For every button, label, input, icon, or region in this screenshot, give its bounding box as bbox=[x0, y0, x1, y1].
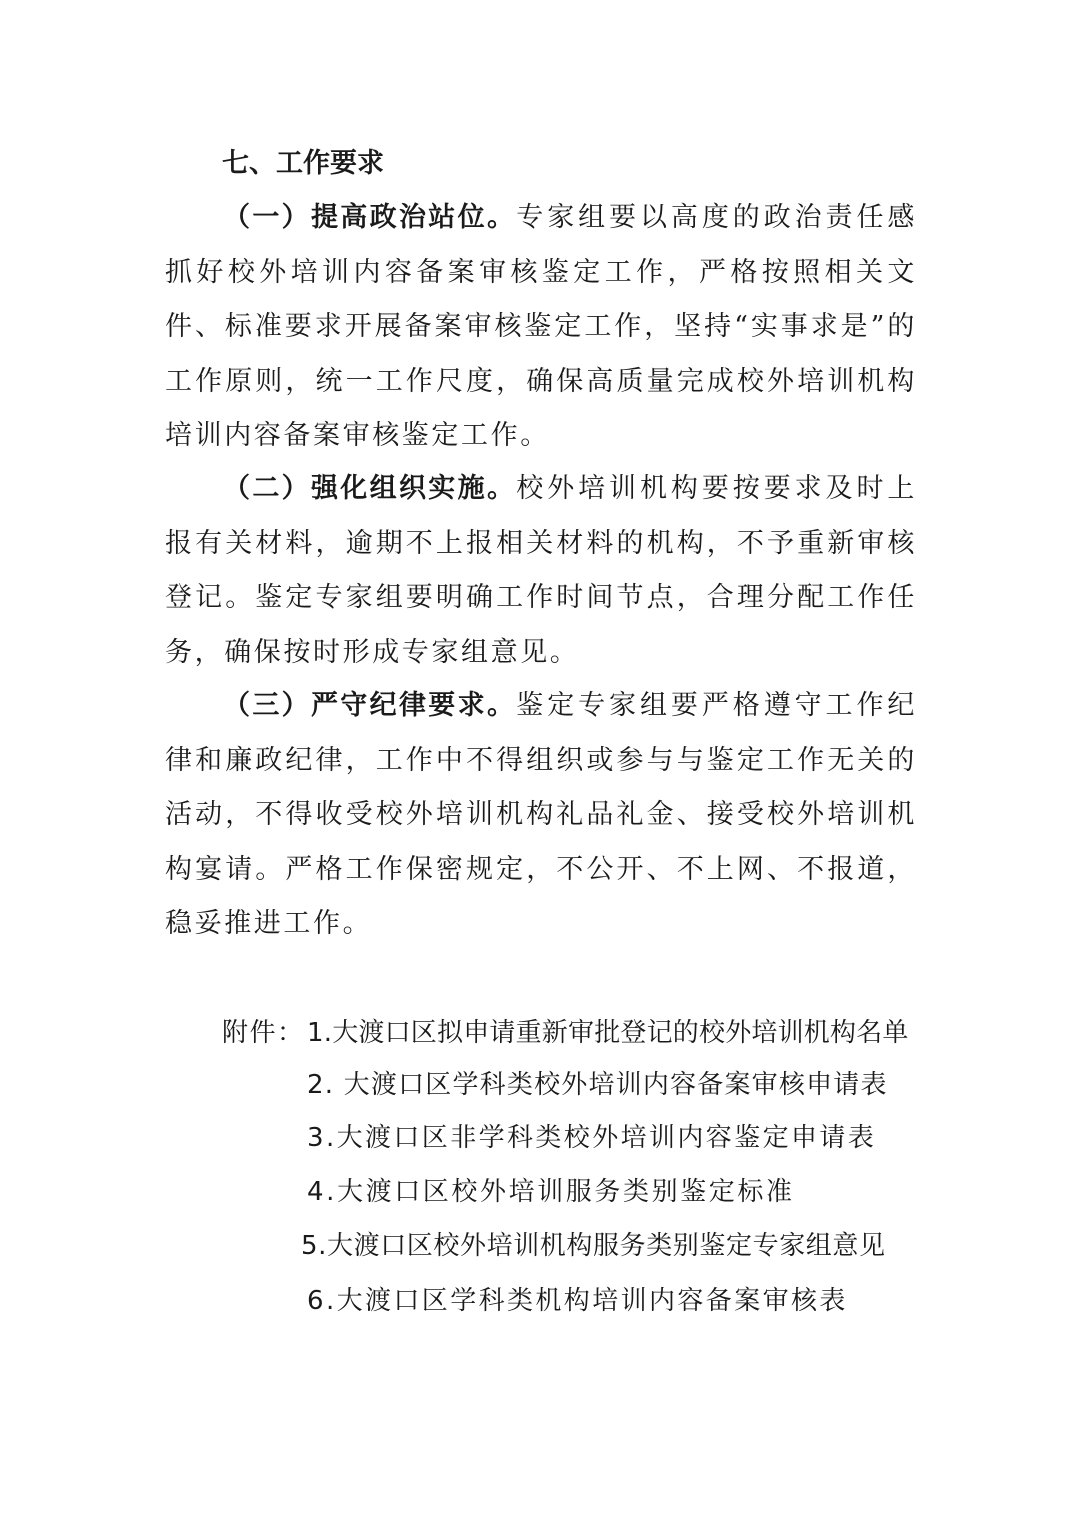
section-heading: 七、工作要求 bbox=[222, 148, 384, 179]
paragraph-body: 校外培训机构要按要求及时上报有关材料，逾期不上报相关材料的机构，不予重新审核登记。鉴定专家组要明确工作时间节点，合理分配工作任务，确保按时形成专家组意见。 bbox=[165, 473, 918, 668]
paragraph-lead: （一）提高政治站位。 bbox=[223, 202, 517, 233]
paragraph-lead: （二）强化组织实施。 bbox=[223, 473, 517, 504]
paragraph-lead: （三）严守纪律要求。 bbox=[223, 690, 517, 721]
attachment-item: 1.大渡口区拟申请重新审批登记的校外培训机构名单 bbox=[307, 1018, 909, 1048]
attachments-label: 附件： bbox=[222, 1018, 305, 1048]
paragraph-body: 专家组要以高度的政治责任感抓好校外培训内容备案审核鉴定工作，严格按照相关文件、标准要求开展备案审核鉴定工作，坚持“实事求是”的工作原则，统一工作尺度，确保高质量完成校外培训机构培训内容备案审核鉴定工作。 bbox=[165, 202, 918, 451]
paragraph-raise-political-stance bbox=[165, 191, 917, 464]
attachment-item: 5.大渡口区校外培训机构服务类别鉴定专家组意见 bbox=[301, 1231, 886, 1261]
attachment-item: 3.大渡口区非学科类校外培训内容鉴定申请表 bbox=[307, 1123, 877, 1153]
paragraph-strengthen-implementation bbox=[165, 462, 917, 680]
paragraph-discipline-requirements bbox=[165, 679, 917, 952]
attachment-item: 6.大渡口区学科类机构培训内容备案审核表 bbox=[307, 1286, 848, 1316]
paragraph-body: 鉴定专家组要严格遵守工作纪律和廉政纪律，工作中不得组织或参与与鉴定工作无关的活动，不得收受校外培训机构礼品礼金、接受校外培训机构宴请。严格工作保密规定，不公开、不上网、不报道，稳妥推进工作。 bbox=[165, 690, 918, 939]
attachment-item: 4.大渡口区校外培训服务类别鉴定标准 bbox=[307, 1177, 795, 1207]
attachment-item: 2. 大渡口区学科类校外培训内容备案审核申请表 bbox=[307, 1070, 888, 1100]
